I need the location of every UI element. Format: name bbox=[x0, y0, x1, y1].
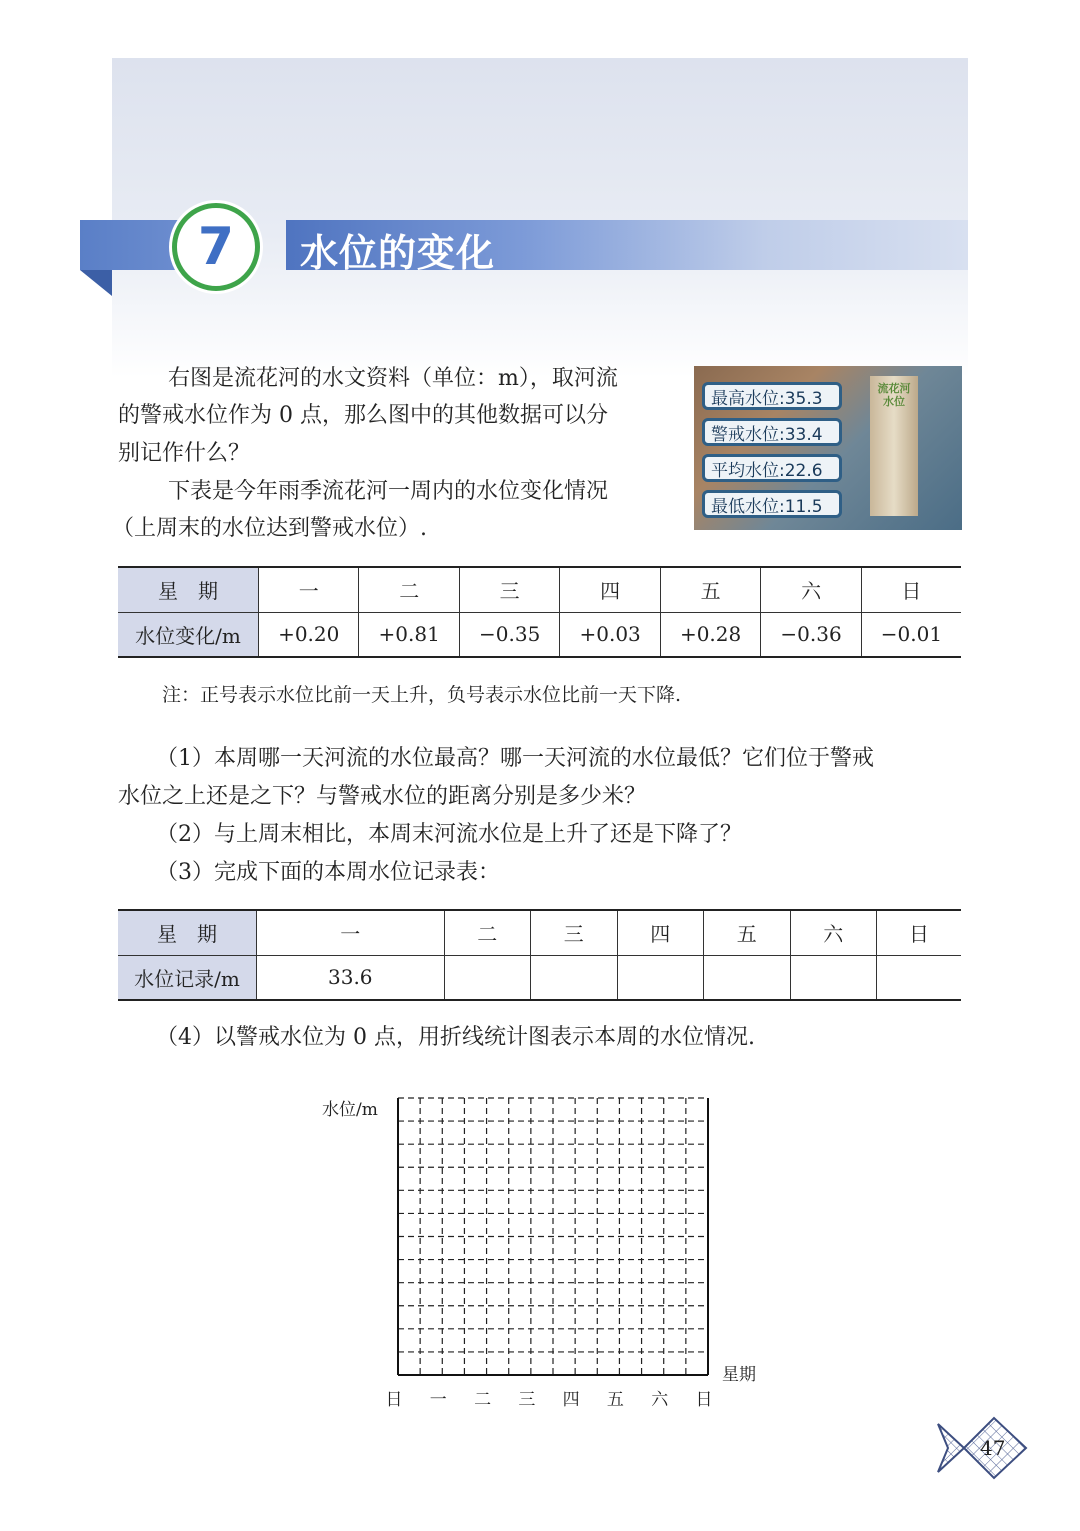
question-1-line-1: （1）本周哪一天河流的水位最高？哪一天河流的水位最低？它们位于警戒 bbox=[156, 746, 874, 771]
question-4: （4）以警戒水位为 0 点，用折线统计图表示本周的水位情况. bbox=[156, 1025, 755, 1050]
question-3: （3）完成下面的本周水位记录表： bbox=[156, 860, 500, 885]
table-note: 注：正号表示水位比前一天上升，负号表示水位比前一天下降. bbox=[162, 684, 682, 706]
intro-line-3: 别记作什么？ bbox=[118, 441, 251, 466]
x-tick-label: 六 bbox=[651, 1390, 669, 1410]
intro-line-4: 下表是今年雨季流花河一周内的水位变化情况 bbox=[168, 479, 609, 504]
value-cell: −0.35 bbox=[459, 612, 559, 657]
table-row bbox=[118, 612, 961, 657]
question-2: （2）与上周末相比，本周末河流水位是上升了还是下降了？ bbox=[156, 822, 742, 847]
question-1-line-2: 水位之上还是之下？与警戒水位的距离分别是多少米？ bbox=[118, 784, 647, 809]
label-warning-level: 警戒水位:33.4 bbox=[702, 418, 842, 446]
water-record-table bbox=[118, 909, 961, 1001]
intro-line-5: （上周末的水位达到警戒水位）. bbox=[112, 516, 427, 541]
day-cell: 三 bbox=[531, 910, 618, 955]
value-cell bbox=[704, 955, 791, 1000]
value-cell bbox=[531, 955, 618, 1000]
x-tick-label: 日 bbox=[695, 1390, 713, 1410]
value-cell: +0.28 bbox=[660, 612, 760, 657]
day-cell: 日 bbox=[877, 910, 961, 955]
day-cell: 四 bbox=[560, 567, 660, 612]
x-axis-label: 星期 bbox=[722, 1365, 756, 1385]
value-cell: 33.6 bbox=[257, 955, 445, 1000]
day-cell: 日 bbox=[861, 567, 961, 612]
x-tick-label: 一 bbox=[429, 1390, 447, 1410]
intro-line-2: 的警戒水位作为 0 点，那么图中的其他数据可以分 bbox=[118, 403, 608, 428]
day-cell: 二 bbox=[359, 567, 459, 612]
value-cell: −0.36 bbox=[761, 612, 861, 657]
table-row bbox=[118, 910, 961, 955]
water-change-table bbox=[118, 566, 961, 658]
y-axis-label: 水位/m bbox=[322, 1100, 378, 1120]
value-cell bbox=[790, 955, 877, 1000]
day-cell: 三 bbox=[459, 567, 559, 612]
day-cell: 二 bbox=[444, 910, 531, 955]
grid-lines bbox=[398, 1098, 708, 1375]
x-tick-label: 四 bbox=[562, 1390, 580, 1410]
page-title: 水位的变化 bbox=[300, 231, 496, 275]
blank-chart-grid bbox=[380, 1090, 740, 1420]
day-cell: 五 bbox=[704, 910, 791, 955]
day-cell: 一 bbox=[259, 567, 359, 612]
chapter-badge bbox=[172, 203, 260, 291]
header-cell: 星 期 bbox=[118, 910, 257, 955]
header-cell: 星 期 bbox=[118, 567, 259, 612]
table-row bbox=[118, 567, 961, 612]
row-label-cell: 水位记录/m bbox=[118, 955, 257, 1000]
value-cell bbox=[877, 955, 961, 1000]
table-row bbox=[118, 955, 961, 1000]
x-tick-label: 五 bbox=[606, 1390, 624, 1410]
day-cell: 五 bbox=[660, 567, 760, 612]
day-cell: 一 bbox=[257, 910, 445, 955]
value-cell: +0.81 bbox=[359, 612, 459, 657]
label-max-level: 最高水位:35.3 bbox=[702, 382, 842, 410]
day-cell: 四 bbox=[617, 910, 704, 955]
row-label-cell: 水位变化/m bbox=[118, 612, 259, 657]
day-cell: 六 bbox=[761, 567, 861, 612]
x-tick-label: 二 bbox=[474, 1390, 492, 1410]
value-cell bbox=[444, 955, 531, 1000]
title-ribbon-fold bbox=[80, 270, 112, 296]
value-cell bbox=[617, 955, 704, 1000]
day-cell: 六 bbox=[790, 910, 877, 955]
value-cell: −0.01 bbox=[861, 612, 961, 657]
label-average-level: 平均水位:22.6 bbox=[702, 454, 842, 482]
chapter-number: 7 bbox=[197, 217, 235, 277]
x-tick-label: 日 bbox=[385, 1390, 403, 1410]
value-cell: +0.20 bbox=[259, 612, 359, 657]
pillar-label: 流花河水位 bbox=[877, 382, 911, 408]
value-cell: +0.03 bbox=[560, 612, 660, 657]
x-tick-labels bbox=[386, 1390, 713, 1410]
hydrology-photo bbox=[694, 366, 962, 530]
page-number: 47 bbox=[980, 1436, 1006, 1460]
x-tick-label: 三 bbox=[518, 1390, 536, 1410]
intro-line-1: 右图是流花河的水文资料（单位：m），取河流 bbox=[168, 366, 618, 391]
label-min-level: 最低水位:11.5 bbox=[702, 490, 842, 518]
